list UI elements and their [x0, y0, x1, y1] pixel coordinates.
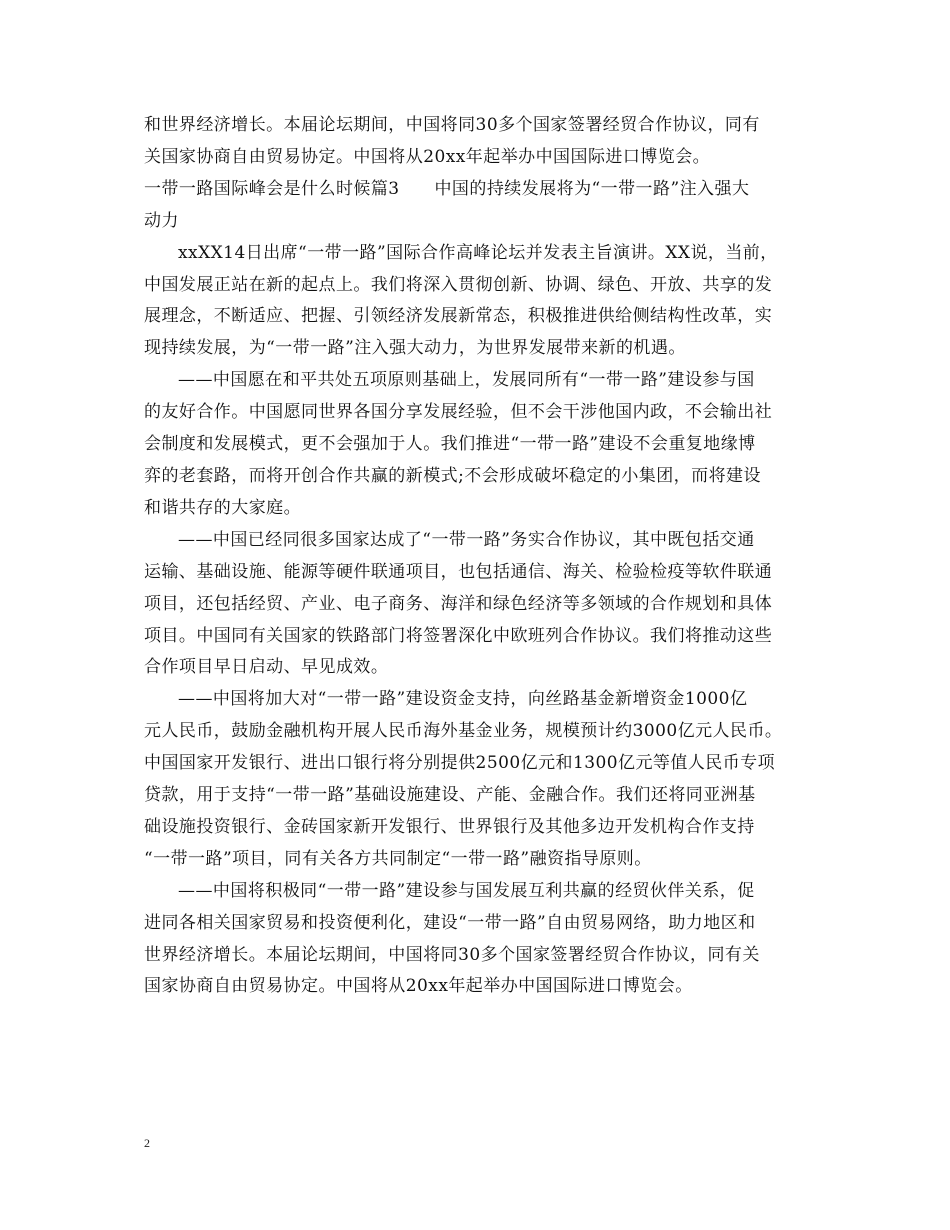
paragraph-continuation: 和世界经济增长。本届论坛期间，中国将同30多个国家签署经贸合作协议，同有 关国家协商自由贸易协定。中国将从20xx年起举办中国国际进口博览会。 [144, 115, 760, 167]
paragraph-speech-intro: xxXX14日出席“一带一路”国际合作高峰论坛并发表主旨演讲。XX说，当前， 中国发展正站在新的起点上。我们将深入贯彻创新、协调、绿色、开放、共享的发 展理念，不断适应、把握、引领经济发展新常态，积极推进供给侧结构性改革，实 现持续发展，为“一带一路”注入强大动力，为世界发展带来新的机遇。 [144, 242, 778, 359]
paragraph-trade-partnership: ——中国将积极同“一带一路”建设参与国发展互利共赢的经贸伙伴关系，促 进同各相关国家贸易和投资便利化，建设“一带一路”自由贸易网络，助力地区和 世界经济增长。本届论坛期间，中国将同30多个国家签署经贸合作协议，同有关 国家协商自由贸易协定。中国将从20xx年起举办中国国际进口博览会。 [144, 880, 760, 997]
paragraph-funding-support: ——中国将加大对“一带一路”建设资金支持，向丝路基金新增资金1000亿 元人民币，鼓励金融机构开展人民币海外基金业务，规模预计约3000亿元人民币。 中国国家开发银行、进出口银行将分别提供2500亿元和1300亿元等值人民币专项 贷款，用于支持“一带一路”基础设施建设、产能、金融合作。我们还将同亚洲基 础设施投资银行、金砖国家新开发银行、世界银行及其他多边开发机构合作支持 “一带一路”项目，同有关各方共同制定“一带一路”融资指导原则。 [144, 689, 783, 869]
section-heading: 一带一路国际峰会是什么时候篇3 中国的持续发展将为“一带一路”注入强大 动力 [144, 178, 750, 231]
document-body [144, 110, 814, 1003]
paragraph-friendly-cooperation: ——中国愿在和平共处五项原则基础上，发展同所有“一带一路”建设参与国 的友好合作。中国愿同世界各国分享发展经验，但不会干涉他国内政，不会输出社 会制度和发展模式，更不会强加于人。我们推进“一带一路”建设不会重复地缘博 弈的老套路，而将开创合作共赢的新模式;不会形成破坏稳定的小集团，而将建设 和谐共存的大家庭。 [144, 370, 773, 518]
page-number: 2 [144, 1136, 150, 1150]
paragraph-cooperation-agreements: ——中国已经同很多国家达成了“一带一路”务实合作协议，其中既包括交通 运输、基础设施、能源等硬件联通项目，也包括通信、海关、检验检疫等软件联通 项目，还包括经贸、产业、电子商务、海洋和绿色经济等多领域的合作规划和具体 项目。中国同有关国家的铁路部门将签署深化中欧班列合作协议。我们将推动这些 合作项目早日启动、早见成效。 [144, 529, 773, 678]
